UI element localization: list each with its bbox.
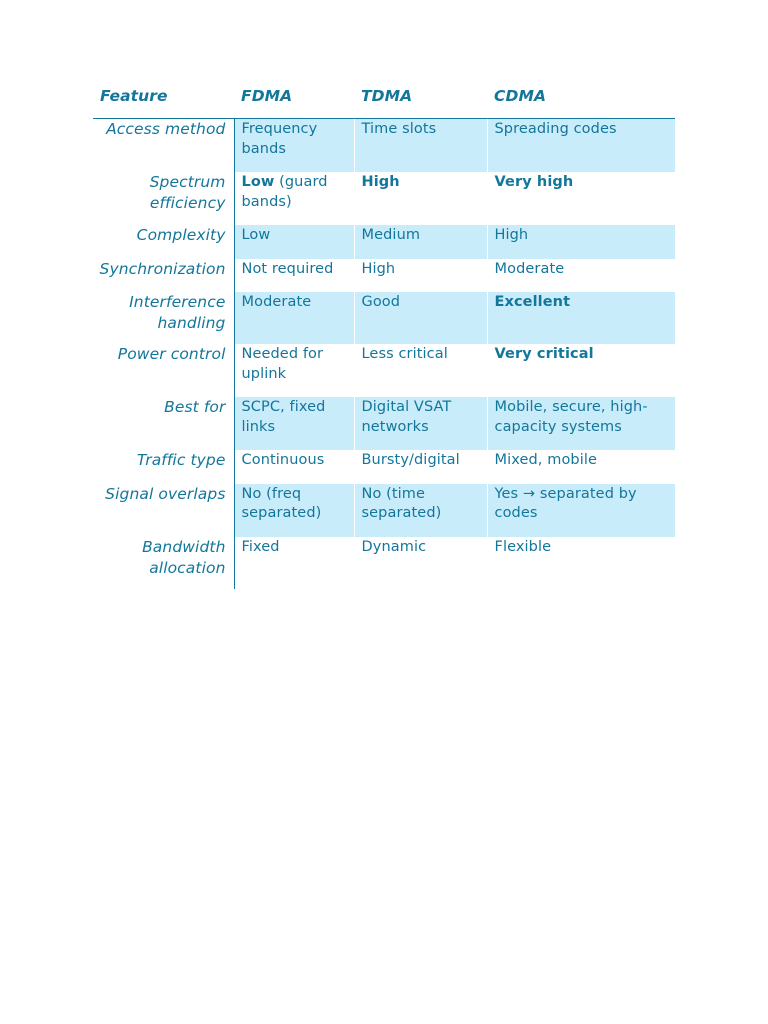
row-feature-label: Complexity [93,225,234,259]
header-tdma: TDMA [354,80,487,119]
emphasis-text: Very critical [494,346,594,362]
emphasis-text: High [361,174,400,190]
emphasis-text: Low [241,174,275,190]
cdma-cell: Moderate [487,259,675,293]
tdma-cell: Dynamic [354,537,487,589]
tdma-cell: High [354,259,487,293]
tdma-cell: No (time separated) [354,484,487,537]
table-row [93,450,675,484]
cdma-cell: Yes → separated by codes [487,484,675,537]
fdma-cell: SCPC, fixed links [234,397,354,450]
tdma-cell: Good [354,292,487,344]
emphasis-text: Very high [494,174,574,190]
tdma-cell [354,172,487,225]
table-row [93,344,675,397]
table-row [93,537,675,589]
row-feature-label: Interference handling [93,292,234,344]
table-row [93,397,675,450]
table-row [93,484,675,537]
cdma-cell: Mobile, secure, high-capacity systems [487,397,675,450]
tdma-cell: Time slots [354,119,487,173]
comparison-document [93,80,675,589]
tdma-cell: Bursty/digital [354,450,487,484]
fdma-cell: Needed for uplink [241,346,324,382]
cdma-cell [487,292,675,344]
table-row [93,172,675,225]
table-row [93,259,675,293]
fdma-cell: No (freq separated) [234,484,354,537]
table-row [93,119,675,173]
header-cdma: CDMA [487,80,675,119]
fdma-cell: Moderate [234,292,354,344]
fdma-cell: Fixed [241,538,280,555]
row-feature-label: Power control [93,344,234,397]
cell-text: (guard bands) [241,174,328,210]
row-feature-label: Bandwidth allocation [93,537,234,589]
cdma-cell: Flexible [487,537,675,589]
tdma-cell: Medium [354,225,487,259]
cdma-cell [487,344,675,397]
fdma-cell: Not required [241,260,334,277]
fdma-cell [234,172,354,225]
table-row [93,225,675,259]
table-row [93,292,675,344]
row-feature-label: Traffic type [93,450,234,484]
emphasis-text: Excellent [494,294,571,310]
cdma-cell: Spreading codes [487,119,675,173]
header-feature: Feature [93,80,234,119]
row-feature-label: Signal overlaps [93,484,234,537]
tdma-cell: Digital VSAT networks [354,397,487,450]
fdma-cell: Continuous [241,452,325,468]
row-feature-label: Access method [93,119,234,173]
row-feature-label: Spectrum efficiency [93,172,234,225]
cdma-cell: Mixed, mobile [487,450,675,484]
cdma-cell [487,172,675,225]
row-feature-label: Synchronization [93,259,234,293]
fdma-cell: Frequency bands [234,119,354,173]
fdma-cell: Low [234,225,354,259]
tdma-cell: Less critical [354,344,487,397]
row-feature-label: Best for [93,397,234,450]
header-fdma: FDMA [234,80,354,119]
cdma-cell: High [487,225,675,259]
table-header-row [93,80,675,119]
multiple-access-comparison-table [93,80,675,589]
